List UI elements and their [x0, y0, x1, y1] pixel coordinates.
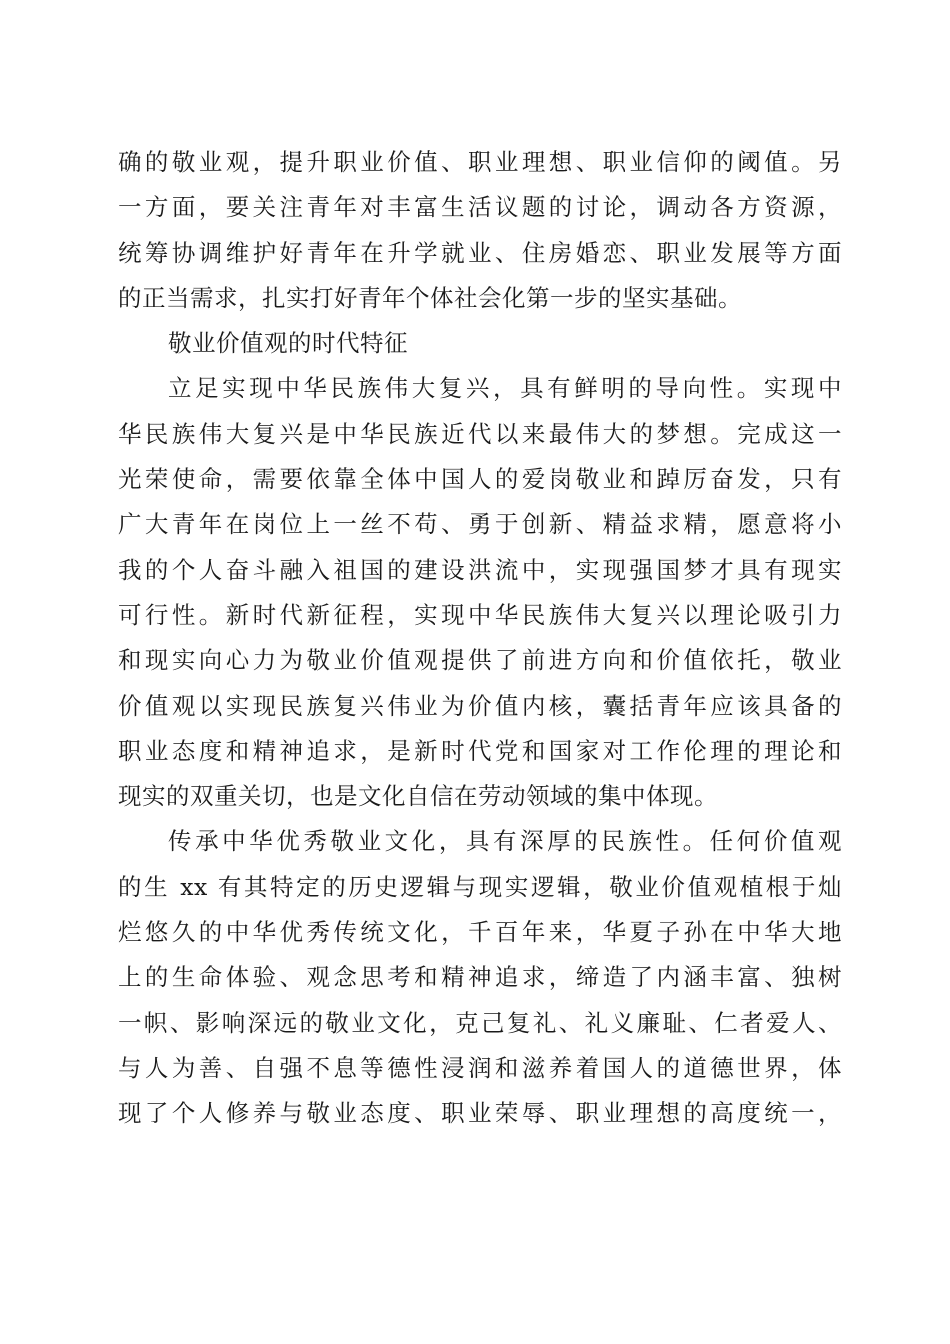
- text-line: 华民族伟大复兴是中华民族近代以来最伟大的梦想。完成这一: [118, 419, 842, 448]
- text-line: 一方面，要关注青年对丰富生活议题的讨论，调动各方资源，: [118, 193, 842, 222]
- text-line: 上的生命体验、观念思考和精神追求，缔造了内涵丰富、独树: [118, 963, 842, 992]
- text-line: 与人为善、自强不息等德性浸润和滋养着国人的道德世界，体: [118, 1053, 842, 1082]
- text-line: 立足实现中华民族伟大复兴，具有鲜明的导向性。实现中: [168, 374, 842, 403]
- text-line: 和现实向心力为敬业价值观提供了前进方向和价值依托，敬业: [118, 646, 842, 675]
- text-line: 一帜、影响深远的敬业文化，克己复礼、礼义廉耻、仁者爱人、: [118, 1008, 842, 1037]
- text-line: 现实的双重关切，也是文化自信在劳动领域的集中体现。: [118, 782, 718, 811]
- text-line: 光荣使命，需要依靠全体中国人的爱岗敬业和踔厉奋发，只有: [118, 465, 842, 494]
- text-line: 现了个人修养与敬业态度、职业荣辱、职业理想的高度统一，: [118, 1099, 842, 1128]
- text-line: 统筹协调维护好青年在升学就业、住房婚恋、职业发展等方面: [118, 238, 842, 267]
- text-line: 可行性。新时代新征程，实现中华民族伟大复兴以理论吸引力: [118, 600, 842, 629]
- text-line: 确的敬业观，提升职业价值、职业理想、职业信仰的阈值。另: [118, 148, 842, 176]
- text-line: 烂悠久的中华优秀传统文化，千百年来，华夏子孙在中华大地: [118, 918, 842, 947]
- text-line: 的生 xx 有其特定的历史逻辑与现实逻辑，敬业价值观植根于灿: [118, 872, 842, 901]
- text-line: 传承中华优秀敬业文化，具有深厚的民族性。任何价值观: [168, 827, 842, 856]
- text-line: 的正当需求，扎实打好青年个体社会化第一步的坚实基础。: [118, 283, 742, 312]
- text-line: 价值观以实现民族复兴伟业为价值内核，囊括青年应该具备的: [118, 691, 842, 720]
- body-text: [118, 140, 842, 1137]
- text-line: 广大青年在岗位上一丝不苟、勇于创新、精益求精，愿意将小: [118, 510, 842, 539]
- text-line: 职业态度和精神追求，是新时代党和国家对工作伦理的理论和: [118, 736, 842, 765]
- text-line: 我的个人奋斗融入祖国的建设洪流中，实现强国梦才具有现实: [118, 555, 842, 584]
- section-heading: 敬业价值观的时代特征: [168, 329, 408, 358]
